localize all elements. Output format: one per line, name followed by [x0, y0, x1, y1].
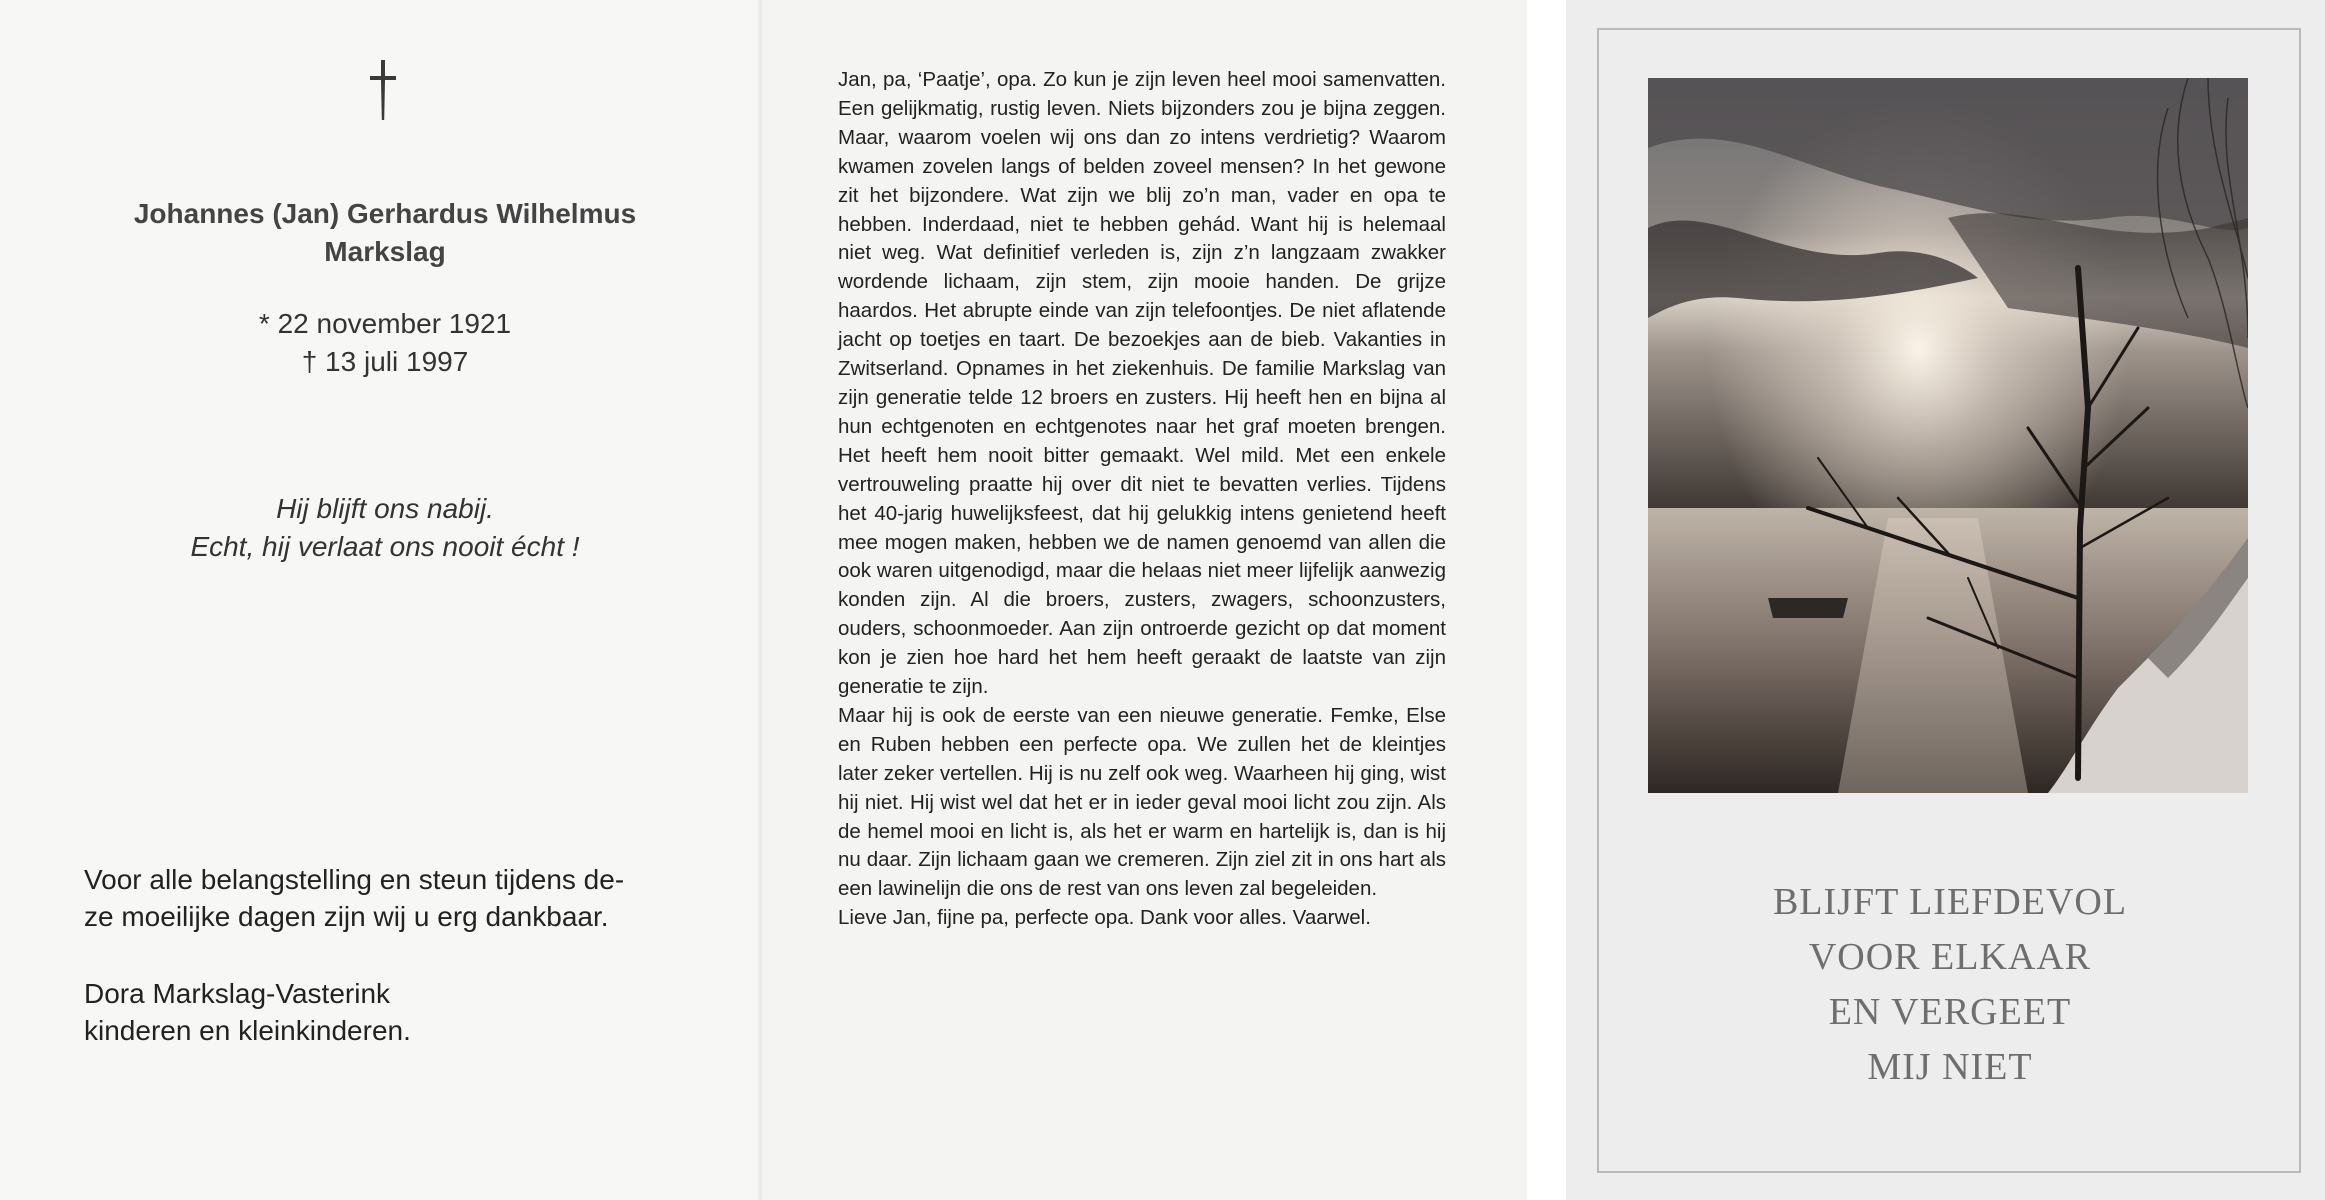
story-paragraph-3: Lieve Jan, fijne pa, perfecte opa. Dank voor alles. Vaarwel. — [838, 906, 1371, 930]
name-line-2: Markslag — [324, 236, 446, 267]
life-dates — [40, 305, 730, 381]
family-signature — [84, 975, 724, 1049]
story-paragraph-2: Maar hij is ook de eerste van een nieuwe generatie. Femke, Else en Ruben hebben een perfecte opa. We zullen het de kleintjes later zeker vertellen. Hij is nu zelf ook weg. Waarheen hij ging, wist hij niet. Hij wist wel dat het er in ieder geval mooi licht zou zijn. Als de hemel mooi en licht is, als het er warm en hartelijk is, dan is hij nu daar. Zijn lichaam gaan we cremeren. Zijn ziel zit in ons hart als een lawinelijn die ons de rest van ons leven zal begeleiden. — [838, 703, 1446, 901]
story-paragraph-1: Jan, pa, ‘Paatje’, opa. Zo kun je zijn leven heel mooi samenvatten. Een gelijkmatig, rustig leven. Niets bijzonders zou je bijna zeggen. Maar, waarom voelen wij ons dan zo intens verdrietig? Waarom kwamen zovelen langs of belden zoveel mensen? In het gewone zit het bijzondere. Wat zijn we blij zo’n man, vader en opa te hebben. Inderdaad, niet te hebben gehád. Want hij is helemaal niet weg. Wat definitief verleden is, zijn z’n langzaam zwakker wordende lichaam, zijn stem, zijn mooie handen. De grijze haardos. Het abrupte einde van zijn telefoontjes. De niet aflatende jacht op toetjes en taart. De bezoekjes aan de bieb. Vakanties in Zwitserland. Opnames in het ziekenhuis. De familie Markslag van zijn generatie telde 12 broers en zusters. Hij heeft hen en bijna al hun echtgenoten en echtgenotes naar het graf moeten brengen. Het heeft hem nooit bitter gemaakt. Wel mild. Met een enkele vertrouweling praatte hij over dit niet te bevatten verlies. Tijdens het 40-jarig huwelijksfeest, dat hij gelukkig intens genietend heeft mee mogen maken, hebben we de namen genoemd van allen die ook waren uitgenodigd, maar die helaas niet meer lijfelijk aanwezig konden zijn. Al die broers, zusters, zwagers, schoonzusters, ouders, schoonmoeder. Aan zijn ontroerde gezicht op dat moment kon je zien hoe hard het hem heeft geraakt de laatste van zijn generatie te zijn. — [838, 68, 1446, 699]
birth-date: * 22 november 1921 — [258, 308, 512, 339]
motto-line-1: BLIJFT LIEFDEVOL — [1772, 881, 2128, 923]
signature-line-1: Dora Markslag-Vasterink — [84, 978, 391, 1009]
thanks-message — [84, 861, 724, 935]
cover-motto — [1600, 875, 2300, 1095]
thanks-line-2: ze moeilijke dagen zijn wij u erg dankbaar. — [84, 901, 609, 932]
cross-icon — [370, 60, 396, 120]
remembrance-quote — [40, 490, 730, 566]
motto-line-4: MIJ NIET — [1867, 1046, 2033, 1088]
thanks-line-1: Voor alle belangstelling en steun tijdens de- — [84, 864, 625, 895]
deceased-name — [40, 195, 730, 271]
motto-line-3: EN VERGEET — [1828, 991, 2072, 1033]
motto-line-2: VOOR ELKAAR — [1808, 936, 2092, 978]
fold-line — [757, 0, 763, 1200]
lake-sunset-photo — [1648, 78, 2248, 793]
life-story-text — [838, 66, 1446, 933]
quote-line-2: Echt, hij verlaat ons nooit écht ! — [190, 531, 580, 562]
signature-line-2: kinderen en kleinkinderen. — [84, 1015, 411, 1046]
death-date: † 13 juli 1997 — [301, 346, 469, 377]
name-line-1: Johannes (Jan) Gerhardus Wilhelmus — [133, 198, 637, 229]
quote-line-1: Hij blijft ons nabij. — [276, 493, 494, 524]
